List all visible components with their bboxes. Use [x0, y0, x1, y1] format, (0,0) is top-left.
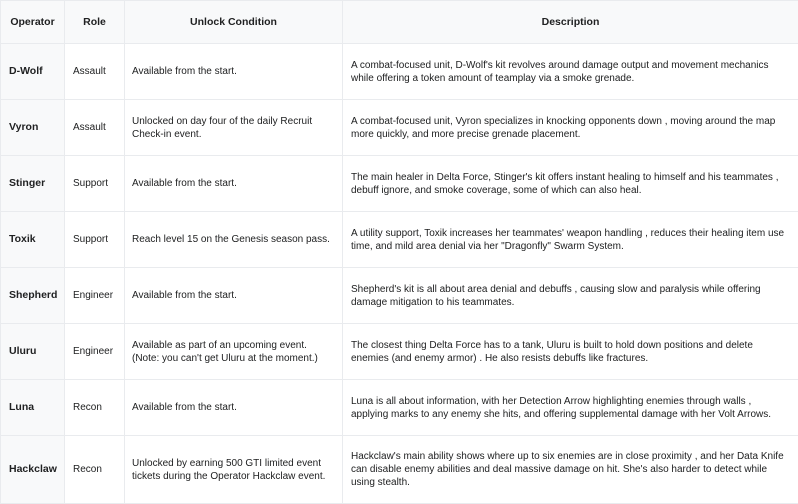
- operator-cell: Hackclaw: [1, 436, 65, 504]
- description-cell: The closest thing Delta Force has to a tank, Uluru is built to hold down positions and delete enemies (and enemy armor) . He also resists debuffs like fractures.: [343, 324, 798, 380]
- unlock-condition-cell: Unlocked on day four of the daily Recruit Check-in event.: [125, 100, 343, 156]
- unlock-condition-cell: Available from the start.: [125, 156, 343, 212]
- table-row: [1, 100, 798, 156]
- role-cell: Support: [65, 212, 125, 268]
- role-cell: Engineer: [65, 268, 125, 324]
- table-row: [1, 44, 798, 100]
- unlock-condition-cell: Available from the start.: [125, 268, 343, 324]
- table-row: [1, 156, 798, 212]
- description-cell: Hackclaw's main ability shows where up to six enemies are in close proximity , and her Data Knife can disable enemy abilities and deal massive damage on hit. She's also harder to detect while using stealth.: [343, 436, 798, 504]
- column-header-role: Role: [65, 1, 125, 44]
- unlock-condition-cell: Available as part of an upcoming event. (Note: you can't get Uluru at the moment.): [125, 324, 343, 380]
- table-body: [1, 44, 798, 504]
- column-header-operator: Operator: [1, 1, 65, 44]
- operator-cell: Toxik: [1, 212, 65, 268]
- description-cell: Shepherd's kit is all about area denial and debuffs , causing slow and paralysis while offering damage mitigation to his teammates.: [343, 268, 798, 324]
- operator-cell: Luna: [1, 380, 65, 436]
- unlock-condition-cell: Available from the start.: [125, 44, 343, 100]
- column-header-description: Description: [343, 1, 798, 44]
- role-cell: Recon: [65, 436, 125, 504]
- header-row: [1, 1, 798, 44]
- unlock-condition-cell: Reach level 15 on the Genesis season pass.: [125, 212, 343, 268]
- unlock-condition-cell: Unlocked by earning 500 GTI limited event tickets during the Operator Hackclaw event.: [125, 436, 343, 504]
- column-header-unlock-condition: Unlock Condition: [125, 1, 343, 44]
- table-row: [1, 324, 798, 380]
- description-cell: A combat-focused unit, D-Wolf's kit revolves around damage output and movement mechanics while offering a token amount of teamplay via a smoke grenade.: [343, 44, 798, 100]
- role-cell: Recon: [65, 380, 125, 436]
- table-row: [1, 436, 798, 504]
- operator-cell: Shepherd: [1, 268, 65, 324]
- table-row: [1, 212, 798, 268]
- role-cell: Assault: [65, 44, 125, 100]
- role-cell: Engineer: [65, 324, 125, 380]
- role-cell: Assault: [65, 100, 125, 156]
- description-cell: The main healer in Delta Force, Stinger's kit offers instant healing to himself and his teammates , debuff ignore, and smoke coverage, some of which can also heal.: [343, 156, 798, 212]
- operator-cell: Uluru: [1, 324, 65, 380]
- description-cell: Luna is all about information, with her Detection Arrow highlighting enemies through walls , applying marks to any enemy she hits, and offering supplemental damage with her Volt Arrows.: [343, 380, 798, 436]
- operator-cell: Stinger: [1, 156, 65, 212]
- operator-cell: D-Wolf: [1, 44, 65, 100]
- role-cell: Support: [65, 156, 125, 212]
- unlock-condition-cell: Available from the start.: [125, 380, 343, 436]
- table-row: [1, 268, 798, 324]
- operator-cell: Vyron: [1, 100, 65, 156]
- table-row: [1, 380, 798, 436]
- description-cell: A utility support, Toxik increases her teammates' weapon handling , reduces their healing item use time, and mild area denial via her "Dragonfly" Swarm System.: [343, 212, 798, 268]
- description-cell: A combat-focused unit, Vyron specializes in knocking opponents down , moving around the map more quickly, and more precise grenade placement.: [343, 100, 798, 156]
